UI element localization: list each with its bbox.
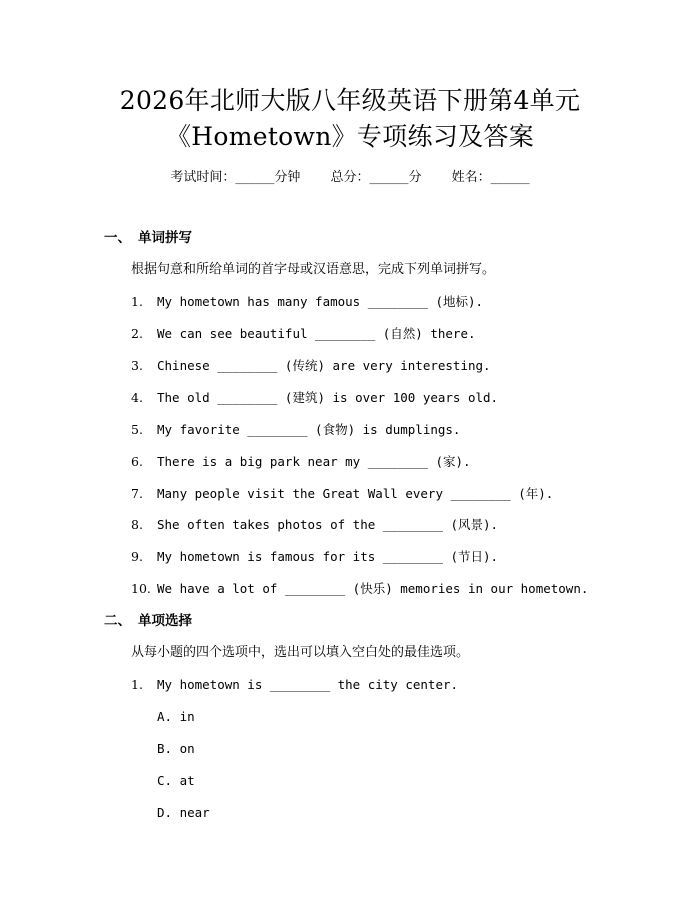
question-number: 7. bbox=[131, 486, 143, 501]
question-number: 1. bbox=[131, 677, 143, 692]
question-number: 2. bbox=[131, 326, 143, 341]
document-title-line-2: 《Hometown》专项练习及答案 bbox=[165, 122, 535, 151]
question bbox=[131, 548, 498, 566]
question-number: 1. bbox=[131, 294, 143, 309]
question-number: 6. bbox=[131, 454, 143, 469]
option-b: B. on bbox=[157, 741, 195, 756]
section-2-title: 单项选择 bbox=[138, 613, 192, 629]
question bbox=[131, 293, 483, 311]
total-score: 总分：______分 bbox=[330, 170, 422, 185]
question-text: Many people visit the Great Wall every ________ (年). bbox=[157, 486, 554, 501]
student-name: 姓名：______ bbox=[451, 170, 530, 185]
question-text: We have a lot of ________ (快乐) memories in our hometown. bbox=[157, 581, 589, 596]
question-text: My hometown has many famous ________ (地标). bbox=[157, 294, 484, 309]
question-text: The old ________ (建筑) is over 100 years old. bbox=[157, 390, 499, 405]
question-text: There is a big park near my ________ (家). bbox=[157, 454, 471, 469]
exam-time: 考试时间：______分钟 bbox=[170, 170, 301, 185]
document-title-line-1: 2026年北师大版八年级英语下册第4单元 bbox=[119, 86, 581, 115]
question bbox=[131, 516, 498, 534]
question bbox=[131, 676, 458, 694]
section-1-instruction: 根据句意和所给单词的首字母或汉语意思，完成下列单词拼写。 bbox=[131, 262, 496, 277]
section-2-instruction: 从每小题的四个选项中，选出可以填入空白处的最佳选项。 bbox=[131, 645, 470, 660]
section-2-heading bbox=[104, 612, 192, 630]
question-number: 8. bbox=[131, 517, 143, 532]
question-number: 4. bbox=[131, 390, 143, 405]
section-1-heading bbox=[104, 229, 192, 247]
question-text: We can see beautiful ________ (自然) there. bbox=[157, 326, 476, 341]
option-d: D. near bbox=[157, 805, 210, 820]
question-number: 10. bbox=[131, 581, 151, 596]
question bbox=[131, 357, 491, 375]
question-text: My hometown is ________ the city center. bbox=[157, 677, 459, 692]
section-2-number: 二、 bbox=[104, 613, 131, 629]
question bbox=[131, 453, 471, 471]
question-text: My hometown is famous for its ________ (节日). bbox=[157, 549, 499, 564]
question bbox=[131, 421, 460, 439]
question-text: My favorite ________ (食物) is dumplings. bbox=[157, 422, 461, 437]
exam-info bbox=[0, 169, 700, 187]
option-a: A. in bbox=[157, 709, 195, 724]
question bbox=[131, 325, 476, 343]
question-number: 3. bbox=[131, 358, 143, 373]
question-number: 5. bbox=[131, 422, 143, 437]
section-1-number: 一、 bbox=[104, 230, 131, 246]
section-1-title: 单词拼写 bbox=[138, 230, 192, 246]
question bbox=[131, 580, 588, 598]
option-c: C. at bbox=[157, 773, 195, 788]
question bbox=[131, 485, 553, 503]
question-text: Chinese ________ (传统) are very interesting. bbox=[157, 358, 491, 373]
question bbox=[131, 389, 498, 407]
question-text: She often takes photos of the ________ (风景). bbox=[157, 517, 499, 532]
question-number: 9. bbox=[131, 549, 143, 564]
